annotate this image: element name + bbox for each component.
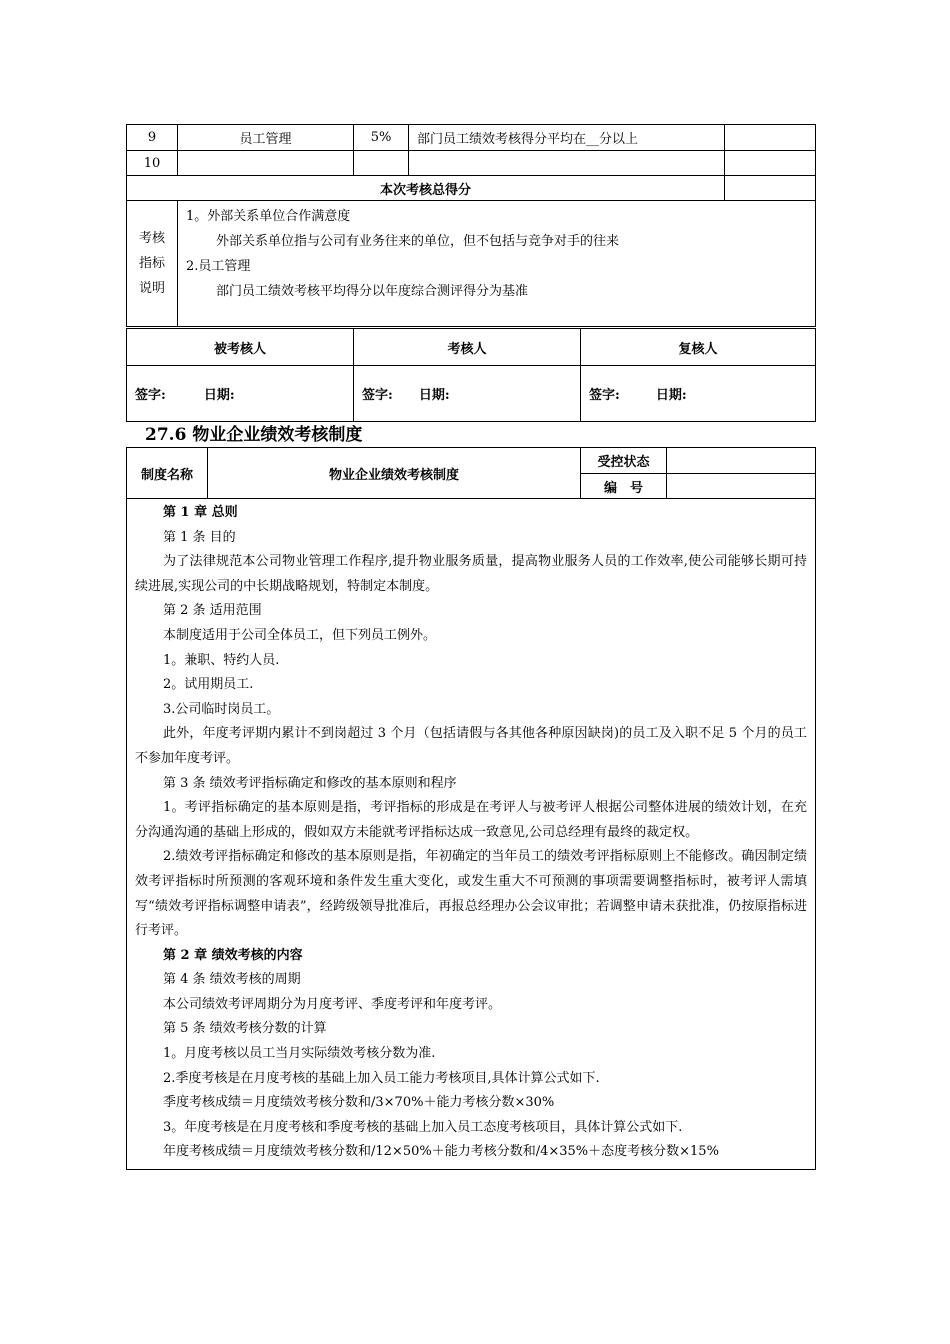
- signature-table: [126, 328, 816, 422]
- reviewer-sign-cell: [581, 366, 816, 422]
- row-number: 9: [127, 125, 178, 151]
- document-number-value: [667, 474, 816, 499]
- explain-line: 1。外部关系单位合作满意度: [186, 209, 351, 224]
- policy-paragraph: 为了法律规范本公司物业管理工作程序,提升物业服务质量，提高物业服务人员的工作效率,使公司能够长期可持续进展,实现公司的中长期战略规划，特制定本制度。: [135, 554, 807, 594]
- total-score-label: 本次考核总得分: [127, 176, 725, 201]
- policy-paragraph: 本制度适用于公司全体员工，但下列员工例外。: [163, 627, 437, 643]
- chapter-heading: 第 1 章 总则: [163, 505, 238, 520]
- policy-header-row: [127, 448, 816, 474]
- explain-line: 2.员工管理: [186, 259, 251, 274]
- total-score-value: [725, 176, 816, 201]
- table-row: [127, 151, 816, 176]
- policy-paragraph: 1。考评指标确定的基本原则是指，考评指标的形成是在考评人与被考评人根据公司整体进展的绩效计划，在充分沟通沟通的基础上形成的，假如双方未能就考评指标达成一致意见,公司总经理有最终的裁定权。: [135, 800, 807, 840]
- policy-body: [127, 499, 816, 1170]
- explain-line: 部门员工绩效考核平均得分以年度综合测评得分为基准: [216, 284, 529, 299]
- policy-body-row: [127, 499, 816, 1170]
- row-score: [725, 125, 816, 151]
- reviewer-header: 复核人: [581, 329, 816, 366]
- control-status-value: [667, 448, 816, 474]
- assessee-sign-cell: [127, 366, 354, 422]
- policy-paragraph: 3.公司临时岗员工。: [163, 701, 280, 717]
- policy-name-value: 物业企业绩效考核制度: [208, 448, 581, 499]
- policy-paragraph: 第 2 条 适用范围: [163, 603, 262, 619]
- policy-paragraph: 2。试用期员工.: [163, 677, 254, 693]
- assessor-sign-cell: [354, 366, 581, 422]
- policy-paragraph: 3。年度考核是在月度考核和季度考核的基础上加入员工态度考核项目，具体计算公式如下.: [163, 1119, 683, 1135]
- policy-name-label: 制度名称: [127, 448, 208, 499]
- policy-paragraph: 1。月度考核以员工当月实际绩效考核分数为准.: [163, 1046, 436, 1062]
- explain-label-line: 指标: [138, 256, 165, 271]
- explain-label: [127, 201, 178, 327]
- total-row: [127, 176, 816, 201]
- table-row: [127, 125, 816, 151]
- signature-header-row: [127, 329, 816, 366]
- policy-paragraph: 第 5 条 绩效考核分数的计算: [163, 1021, 327, 1037]
- policy-paragraph: 年度考核成绩＝月度绩效考核分数和/12×50%＋能力考核分数和/4×35%＋态度考核分数×15%: [163, 1144, 719, 1160]
- policy-paragraph: 第 3 条 绩效考评指标确定和修改的基本原则和程序: [163, 775, 457, 791]
- date-label: 日期:: [418, 388, 450, 403]
- section-title: 27.6 物业企业绩效考核制度: [145, 425, 363, 445]
- sign-label: 签字:: [362, 388, 393, 403]
- row-weight: 5%: [354, 125, 409, 151]
- explain-label-line: 说明: [138, 281, 165, 296]
- row-score: [725, 151, 816, 176]
- row-standard: [409, 151, 725, 176]
- row-item: [178, 151, 354, 176]
- row-item: 员工管理: [178, 125, 354, 151]
- sign-label: 签字:: [135, 388, 166, 403]
- policy-paragraph: 1。兼职、特约人员.: [163, 652, 280, 668]
- explain-row: [127, 201, 816, 327]
- assessor-header: 考核人: [354, 329, 581, 366]
- sign-label: 签字:: [589, 388, 620, 403]
- control-status-label: 受控状态: [581, 448, 667, 474]
- assessee-header: 被考核人: [127, 329, 354, 366]
- explain-label-line: 考核: [138, 231, 165, 246]
- row-number: 10: [127, 151, 178, 176]
- document-number-label: 编 号: [581, 474, 667, 499]
- row-standard: 部门员工绩效考核得分平均在__分以上: [409, 125, 725, 151]
- policy-paragraph: 本公司绩效考评周期分为月度考评、季度考评和年度考评。: [163, 996, 502, 1012]
- policy-paragraph: 此外，年度考评期内累计不到岗超过 3 个月（包括请假与各其他各种原因缺岗)的员工及入职不足 5 个月的员工不参加年度考评。: [135, 726, 807, 766]
- chapter-heading: 第 2 章 绩效考核的内容: [163, 947, 303, 963]
- explain-line: 外部关系单位指与公司有业务往来的单位，但不包括与竞争对手的往来: [216, 234, 620, 249]
- date-label: 日期:: [203, 388, 235, 403]
- policy-paragraph: 2.季度考核是在月度考核的基础上加入员工能力考核项目,具体计算公式如下.: [163, 1070, 600, 1086]
- row-weight: [354, 151, 409, 176]
- policy-table: [126, 447, 816, 1170]
- signature-row: [127, 366, 816, 422]
- policy-paragraph: 第 1 条 目的: [163, 529, 236, 545]
- policy-paragraph: 季度考核成绩＝月度绩效考核分数和/3×70%＋能力考核分数×30%: [163, 1095, 555, 1111]
- score-table: [126, 124, 816, 327]
- policy-paragraph: 第 4 条 绩效考核的周期: [163, 972, 301, 988]
- policy-paragraph: 2.绩效考评指标确定和修改的基本原则是指，年初确定的当年员工的绩效考评指标原则上不能修改。确因制定绩效考评指标时所预测的客观环境和条件发生重大变化，或发生重大不可预测的事项需要调整指标时，被考评人需填写“绩效考评指标调整申请表”，经跨级领导批准后，再报总经理办公会议审批；若调整申请未获批准，仍按原指标进行考评。: [135, 849, 807, 939]
- date-label: 日期:: [655, 388, 687, 403]
- explain-content: [178, 201, 816, 327]
